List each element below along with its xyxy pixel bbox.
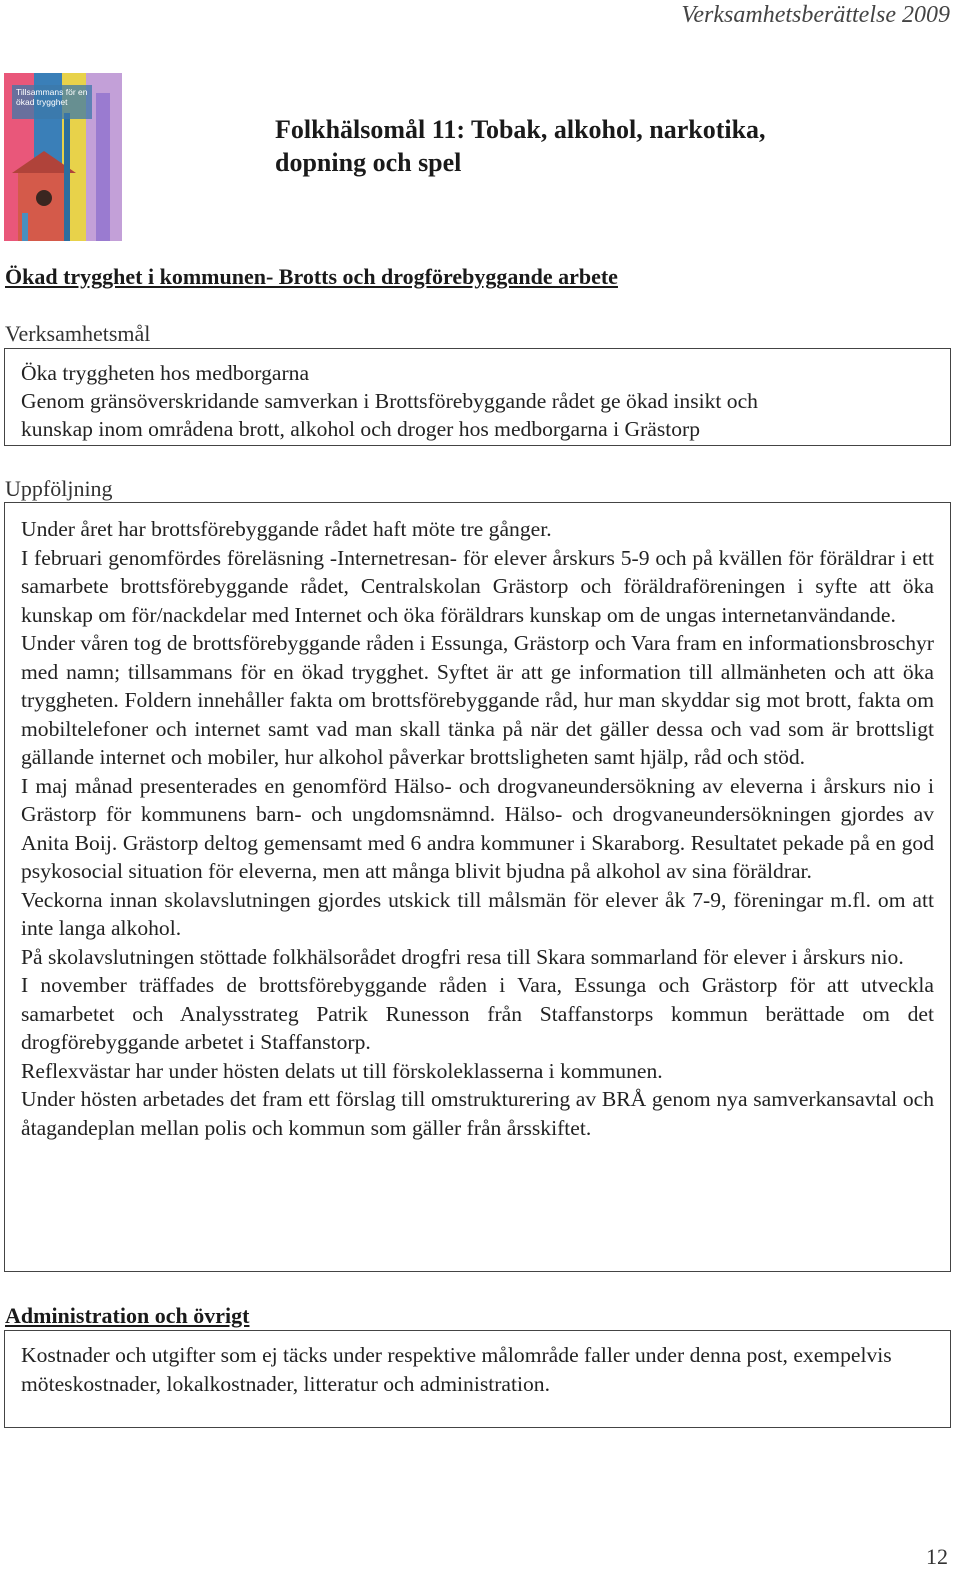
followup-paragraph: I november träffades de brottsförebyggande råden i Vara, Essunga och Grästorp för att utveckla samarbetet och Analysstrateg Patrik Runesson från Staffanstorps kommun berättade om det drogförebyggande arbetet i Staffanstorp. (21, 973, 934, 1054)
page-number: 12 (926, 1544, 948, 1569)
verksamhetsmal-box (4, 348, 951, 446)
administration-text: Kostnader och utgifter som ej täcks under respektive målområde faller under denna post, exempelvis möteskostnader, lokalkostnader, litteratur och administration. (21, 1343, 892, 1396)
followup-paragraph: På skolavslutningen stöttade folkhälsorådet drogfri resa till Skara sommarland för elever i årskurs nio. (21, 944, 904, 969)
followup-paragraph: Reflexvästar har under hösten delats ut till förskoleklasserna i kommunen. (21, 1058, 663, 1083)
followup-paragraph: I maj månad presenterades en genomförd Hälso- och drogvaneundersökning av eleverna i årskurs nio i Grästorp för kommunens barn- och ungdomsnämnd. Hälso- och drogvaneundersökningen gjordes av Anita Boij. Grästorp deltog gemensamt med 6 andra kommuner i Skaraborg. Resultatet pekade på en god psykosocial situation för eleverna, men att många blivit bjudna på alkohol av sina föräldrar. (21, 773, 934, 883)
verksamhetsmal-label: Verksamhetsmål (5, 321, 151, 346)
goal-line: Öka tryggheten hos medborgarna (21, 361, 310, 385)
section-heading-trygghet: Ökad trygghet i kommunen- Brotts och drogförebyggande arbete (5, 264, 618, 289)
section-heading-administration: Administration och övrigt (5, 1303, 250, 1328)
administration-box (4, 1330, 951, 1428)
goal-line: Genom gränsöverskridande samverkan i Brottsförebyggande rådet ge ökad insikt och (21, 389, 758, 413)
followup-paragraph: Veckorna innan skolavslutningen gjordes utskick till målsmän för elever åk 7-9, föreningar m.fl. om att inte langa alkohol. (21, 887, 934, 940)
cover-title: Tillsammans för en ökad trygghet (12, 85, 92, 119)
page-title (275, 113, 915, 179)
page-title-line-2: dopning och spel (275, 148, 462, 177)
page-title-line-1: Folkhälsomål 11: Tobak, alkohol, narkotika, (275, 115, 766, 144)
goal-line: kunskap inom områdena brott, alkohol och droger hos medborgarna i Grästorp (21, 417, 701, 441)
uppfoljning-box (4, 502, 951, 1272)
document-header-title: Verksamhetsberättelse 2009 (681, 2, 950, 28)
followup-paragraph: Under året har brottsförebyggande rådet haft möte tre gånger. (21, 517, 552, 541)
followup-paragraph: Under våren tog de brottsförebyggande råden i Essunga, Grästorp och Vara fram en informationsbroschyr med namn; tillsammans för en ökad trygghet. Syftet är att ge information till allmänheten och att öka tryggheten. Foldern innehåller fakta om brottsförebyggande råd, hur man skyddar sig mot brott, fakta om mobiltelefoner och internet samt vad man skall tänka på när det gäller dessa och vad som är brottsligt gällande internet och mobiler, hur alkohol påverkar brottsligheten samt hjälp, råd och stöd. (21, 631, 934, 769)
followup-paragraph: I februari genomfördes föreläsning -Internetresan- för elever årskurs 5-9 och på kvällen för föräldrar i ett samarbete brottsförebyggande rådet, Centralskolan Grästorp och föräldraföreningen i syfte att öka kunskap om för/nackdelar med Internet och öka föräldrars kunskap om de ungas internetanvändande. (21, 545, 934, 627)
followup-paragraph: Under hösten arbetades det fram ett förslag till omstrukturering av BRÅ genom nya samverkansavtal och åtagandeplan mellan polis och kommun som gäller från årsskiftet. (21, 1087, 934, 1140)
brochure-cover-image (4, 73, 122, 241)
uppfoljning-label: Uppföljning (5, 476, 113, 501)
